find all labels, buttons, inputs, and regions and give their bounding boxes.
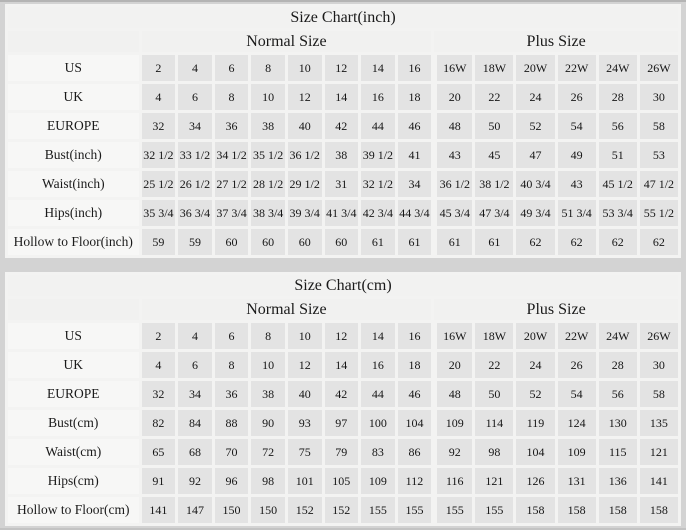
size-value-cell: 26W <box>640 55 678 81</box>
size-value-cell: 4 <box>142 84 176 110</box>
size-value-cell: 61 <box>361 229 395 255</box>
size-value-cell: 70 <box>215 439 249 465</box>
size-value-cell: 16W <box>434 55 472 81</box>
size-value-cell: 52 <box>516 381 554 407</box>
size-value-cell: 32 1/2 <box>361 171 395 197</box>
size-value-cell: 22 <box>475 84 513 110</box>
row-label: Waist(cm) <box>8 439 139 465</box>
size-value-cell: 158 <box>558 497 596 523</box>
group-header-row <box>8 31 678 52</box>
size-value-cell: 8 <box>215 352 249 378</box>
size-value-cell: 14 <box>361 323 395 349</box>
size-value-cell: 42 <box>325 381 359 407</box>
table-row <box>8 381 678 407</box>
size-value-cell: 34 1/2 <box>215 142 249 168</box>
size-value-cell: 46 <box>398 381 432 407</box>
size-value-cell: 49 3/4 <box>516 200 554 226</box>
row-label: Bust(inch) <box>8 142 139 168</box>
size-value-cell: 155 <box>434 497 472 523</box>
size-value-cell: 60 <box>288 229 322 255</box>
size-value-cell: 45 1/2 <box>599 171 637 197</box>
size-value-cell: 60 <box>251 229 285 255</box>
size-value-cell: 92 <box>178 468 212 494</box>
size-value-cell: 50 <box>475 381 513 407</box>
size-value-cell: 56 <box>599 381 637 407</box>
size-value-cell: 38 1/2 <box>475 171 513 197</box>
size-value-cell: 10 <box>251 352 285 378</box>
size-value-cell: 62 <box>516 229 554 255</box>
size-value-cell: 91 <box>142 468 176 494</box>
size-value-cell: 2 <box>142 55 176 81</box>
size-value-cell: 40 <box>288 381 322 407</box>
table-row <box>8 113 678 139</box>
size-value-cell: 32 1/2 <box>142 142 176 168</box>
size-value-cell: 12 <box>288 352 322 378</box>
size-value-cell: 65 <box>142 439 176 465</box>
size-value-cell: 48 <box>434 381 472 407</box>
title-row <box>8 7 678 28</box>
size-value-cell: 49 <box>558 142 596 168</box>
table-row <box>8 229 678 255</box>
size-value-cell: 124 <box>558 410 596 436</box>
size-value-cell: 41 3/4 <box>325 200 359 226</box>
size-value-cell: 45 3/4 <box>434 200 472 226</box>
size-value-cell: 59 <box>142 229 176 255</box>
row-label: US <box>8 323 139 349</box>
size-value-cell: 2 <box>142 323 176 349</box>
size-value-cell: 121 <box>640 439 678 465</box>
size-value-cell: 62 <box>558 229 596 255</box>
size-value-cell: 101 <box>288 468 322 494</box>
size-value-cell: 36 1/2 <box>288 142 322 168</box>
row-label: Bust(cm) <box>8 410 139 436</box>
size-value-cell: 141 <box>640 468 678 494</box>
size-value-cell: 100 <box>361 410 395 436</box>
size-value-cell: 14 <box>325 352 359 378</box>
size-value-cell: 4 <box>142 352 176 378</box>
size-value-cell: 86 <box>398 439 432 465</box>
size-value-cell: 41 <box>398 142 432 168</box>
size-value-cell: 96 <box>215 468 249 494</box>
size-value-cell: 44 <box>361 381 395 407</box>
size-value-cell: 131 <box>558 468 596 494</box>
size-value-cell: 44 3/4 <box>398 200 432 226</box>
size-value-cell: 51 3/4 <box>558 200 596 226</box>
size-value-cell: 38 <box>251 381 285 407</box>
table-row <box>8 84 678 110</box>
size-value-cell: 75 <box>288 439 322 465</box>
size-value-cell: 51 <box>599 142 637 168</box>
size-value-cell: 38 <box>325 142 359 168</box>
size-value-cell: 112 <box>398 468 432 494</box>
size-value-cell: 158 <box>640 497 678 523</box>
size-value-cell: 14 <box>361 55 395 81</box>
size-value-cell: 10 <box>288 55 322 81</box>
size-value-cell: 56 <box>599 113 637 139</box>
size-value-cell: 16W <box>434 323 472 349</box>
table-row <box>8 468 678 494</box>
size-value-cell: 14 <box>325 84 359 110</box>
size-value-cell: 126 <box>516 468 554 494</box>
size-value-cell: 135 <box>640 410 678 436</box>
size-value-cell: 150 <box>251 497 285 523</box>
row-label: Hollow to Floor(inch) <box>8 229 139 255</box>
size-value-cell: 32 <box>142 113 176 139</box>
size-value-cell: 30 <box>640 352 678 378</box>
size-value-cell: 147 <box>178 497 212 523</box>
size-value-cell: 98 <box>475 439 513 465</box>
size-value-cell: 8 <box>215 84 249 110</box>
size-value-cell: 40 3/4 <box>516 171 554 197</box>
size-value-cell: 6 <box>178 84 212 110</box>
size-value-cell: 35 3/4 <box>142 200 176 226</box>
size-value-cell: 47 1/2 <box>640 171 678 197</box>
table-row <box>8 439 678 465</box>
plus-size-header: Plus Size <box>434 299 678 320</box>
size-value-cell: 39 3/4 <box>288 200 322 226</box>
size-value-cell: 109 <box>361 468 395 494</box>
size-value-cell: 18 <box>398 352 432 378</box>
row-label: Hollow to Floor(cm) <box>8 497 139 523</box>
size-value-cell: 62 <box>599 229 637 255</box>
size-value-cell: 43 <box>558 171 596 197</box>
size-value-cell: 109 <box>558 439 596 465</box>
size-value-cell: 28 <box>599 84 637 110</box>
table-row <box>8 200 678 226</box>
size-value-cell: 55 1/2 <box>640 200 678 226</box>
size-value-cell: 8 <box>251 323 285 349</box>
size-value-cell: 37 3/4 <box>215 200 249 226</box>
size-value-cell: 12 <box>288 84 322 110</box>
size-value-cell: 22 <box>475 352 513 378</box>
size-value-cell: 24W <box>599 323 637 349</box>
size-value-cell: 27 1/2 <box>215 171 249 197</box>
table-title: Size Chart(cm) <box>8 275 678 296</box>
size-value-cell: 36 <box>215 381 249 407</box>
size-value-cell: 28 1/2 <box>251 171 285 197</box>
row-label: Hips(inch) <box>8 200 139 226</box>
size-value-cell: 50 <box>475 113 513 139</box>
table-row <box>8 171 678 197</box>
size-value-cell: 104 <box>398 410 432 436</box>
size-value-cell: 54 <box>558 381 596 407</box>
size-value-cell: 61 <box>434 229 472 255</box>
size-value-cell: 155 <box>361 497 395 523</box>
row-label: US <box>8 55 139 81</box>
size-value-cell: 61 <box>475 229 513 255</box>
size-value-cell: 114 <box>475 410 513 436</box>
size-value-cell: 20 <box>434 84 472 110</box>
size-value-cell: 38 3/4 <box>251 200 285 226</box>
table-row <box>8 352 678 378</box>
size-value-cell: 98 <box>251 468 285 494</box>
size-value-cell: 83 <box>361 439 395 465</box>
group-header-row <box>8 299 678 320</box>
size-value-cell: 93 <box>288 410 322 436</box>
table-row <box>8 410 678 436</box>
size-value-cell: 18W <box>475 323 513 349</box>
size-value-cell: 6 <box>215 323 249 349</box>
size-value-cell: 38 <box>251 113 285 139</box>
size-value-cell: 20W <box>516 55 554 81</box>
size-value-cell: 119 <box>516 410 554 436</box>
size-value-cell: 24 <box>516 352 554 378</box>
size-value-cell: 79 <box>325 439 359 465</box>
size-value-cell: 60 <box>215 229 249 255</box>
size-value-cell: 47 <box>516 142 554 168</box>
corner-cell <box>8 299 139 320</box>
normal-size-header: Normal Size <box>142 31 432 52</box>
size-value-cell: 68 <box>178 439 212 465</box>
size-value-cell: 60 <box>325 229 359 255</box>
size-value-cell: 20 <box>434 352 472 378</box>
row-label: Hips(cm) <box>8 468 139 494</box>
size-value-cell: 26 <box>558 352 596 378</box>
size-value-cell: 24W <box>599 55 637 81</box>
size-value-cell: 16 <box>361 352 395 378</box>
normal-size-header: Normal Size <box>142 299 432 320</box>
size-value-cell: 26W <box>640 323 678 349</box>
size-value-cell: 53 <box>640 142 678 168</box>
row-label: EUROPE <box>8 381 139 407</box>
size-value-cell: 48 <box>434 113 472 139</box>
size-value-cell: 36 1/2 <box>434 171 472 197</box>
size-value-cell: 16 <box>398 323 432 349</box>
size-value-cell: 20W <box>516 323 554 349</box>
size-value-cell: 82 <box>142 410 176 436</box>
size-value-cell: 10 <box>251 84 285 110</box>
size-value-cell: 155 <box>398 497 432 523</box>
size-value-cell: 31 <box>325 171 359 197</box>
size-value-cell: 155 <box>475 497 513 523</box>
corner-cell <box>8 31 139 52</box>
title-row <box>8 275 678 296</box>
size-chart-inch-table <box>5 4 681 258</box>
size-value-cell: 45 <box>475 142 513 168</box>
size-value-cell: 26 <box>558 84 596 110</box>
size-value-cell: 30 <box>640 84 678 110</box>
size-value-cell: 88 <box>215 410 249 436</box>
size-value-cell: 141 <box>142 497 176 523</box>
size-value-cell: 59 <box>178 229 212 255</box>
size-value-cell: 61 <box>398 229 432 255</box>
size-value-cell: 18W <box>475 55 513 81</box>
size-value-cell: 35 1/2 <box>251 142 285 168</box>
size-value-cell: 92 <box>434 439 472 465</box>
size-chart-cm-table <box>5 272 681 526</box>
table-gap <box>5 258 681 272</box>
size-value-cell: 16 <box>361 84 395 110</box>
size-value-cell: 10 <box>288 323 322 349</box>
size-value-cell: 53 3/4 <box>599 200 637 226</box>
size-value-cell: 33 1/2 <box>178 142 212 168</box>
size-value-cell: 22W <box>558 323 596 349</box>
plus-size-header: Plus Size <box>434 31 678 52</box>
size-value-cell: 36 3/4 <box>178 200 212 226</box>
table-row <box>8 142 678 168</box>
size-value-cell: 104 <box>516 439 554 465</box>
size-value-cell: 8 <box>251 55 285 81</box>
size-value-cell: 58 <box>640 381 678 407</box>
size-value-cell: 150 <box>215 497 249 523</box>
size-value-cell: 84 <box>178 410 212 436</box>
size-value-cell: 12 <box>325 55 359 81</box>
size-value-cell: 152 <box>325 497 359 523</box>
size-value-cell: 34 <box>178 113 212 139</box>
size-value-cell: 105 <box>325 468 359 494</box>
size-value-cell: 44 <box>361 113 395 139</box>
size-value-cell: 34 <box>178 381 212 407</box>
table-title: Size Chart(inch) <box>8 7 678 28</box>
size-value-cell: 121 <box>475 468 513 494</box>
size-value-cell: 25 1/2 <box>142 171 176 197</box>
size-value-cell: 6 <box>178 352 212 378</box>
size-value-cell: 4 <box>178 323 212 349</box>
size-value-cell: 42 3/4 <box>361 200 395 226</box>
size-value-cell: 116 <box>434 468 472 494</box>
size-value-cell: 152 <box>288 497 322 523</box>
row-label: UK <box>8 84 139 110</box>
size-value-cell: 90 <box>251 410 285 436</box>
size-value-cell: 130 <box>599 410 637 436</box>
table-row <box>8 55 678 81</box>
size-value-cell: 26 1/2 <box>178 171 212 197</box>
size-value-cell: 109 <box>434 410 472 436</box>
size-value-cell: 6 <box>215 55 249 81</box>
row-label: UK <box>8 352 139 378</box>
size-value-cell: 36 <box>215 113 249 139</box>
size-value-cell: 115 <box>599 439 637 465</box>
size-value-cell: 42 <box>325 113 359 139</box>
size-value-cell: 47 3/4 <box>475 200 513 226</box>
table-row <box>8 497 678 523</box>
size-value-cell: 16 <box>398 55 432 81</box>
size-value-cell: 158 <box>599 497 637 523</box>
size-value-cell: 46 <box>398 113 432 139</box>
size-value-cell: 29 1/2 <box>288 171 322 197</box>
size-value-cell: 58 <box>640 113 678 139</box>
size-value-cell: 40 <box>288 113 322 139</box>
row-label: EUROPE <box>8 113 139 139</box>
size-value-cell: 4 <box>178 55 212 81</box>
size-value-cell: 43 <box>434 142 472 168</box>
size-value-cell: 34 <box>398 171 432 197</box>
size-value-cell: 62 <box>640 229 678 255</box>
size-value-cell: 12 <box>325 323 359 349</box>
row-label: Waist(inch) <box>8 171 139 197</box>
size-value-cell: 158 <box>516 497 554 523</box>
size-value-cell: 28 <box>599 352 637 378</box>
size-value-cell: 136 <box>599 468 637 494</box>
size-value-cell: 72 <box>251 439 285 465</box>
size-value-cell: 18 <box>398 84 432 110</box>
size-value-cell: 52 <box>516 113 554 139</box>
size-value-cell: 39 1/2 <box>361 142 395 168</box>
size-value-cell: 54 <box>558 113 596 139</box>
size-value-cell: 32 <box>142 381 176 407</box>
table-row <box>8 323 678 349</box>
size-value-cell: 97 <box>325 410 359 436</box>
size-value-cell: 24 <box>516 84 554 110</box>
size-value-cell: 22W <box>558 55 596 81</box>
